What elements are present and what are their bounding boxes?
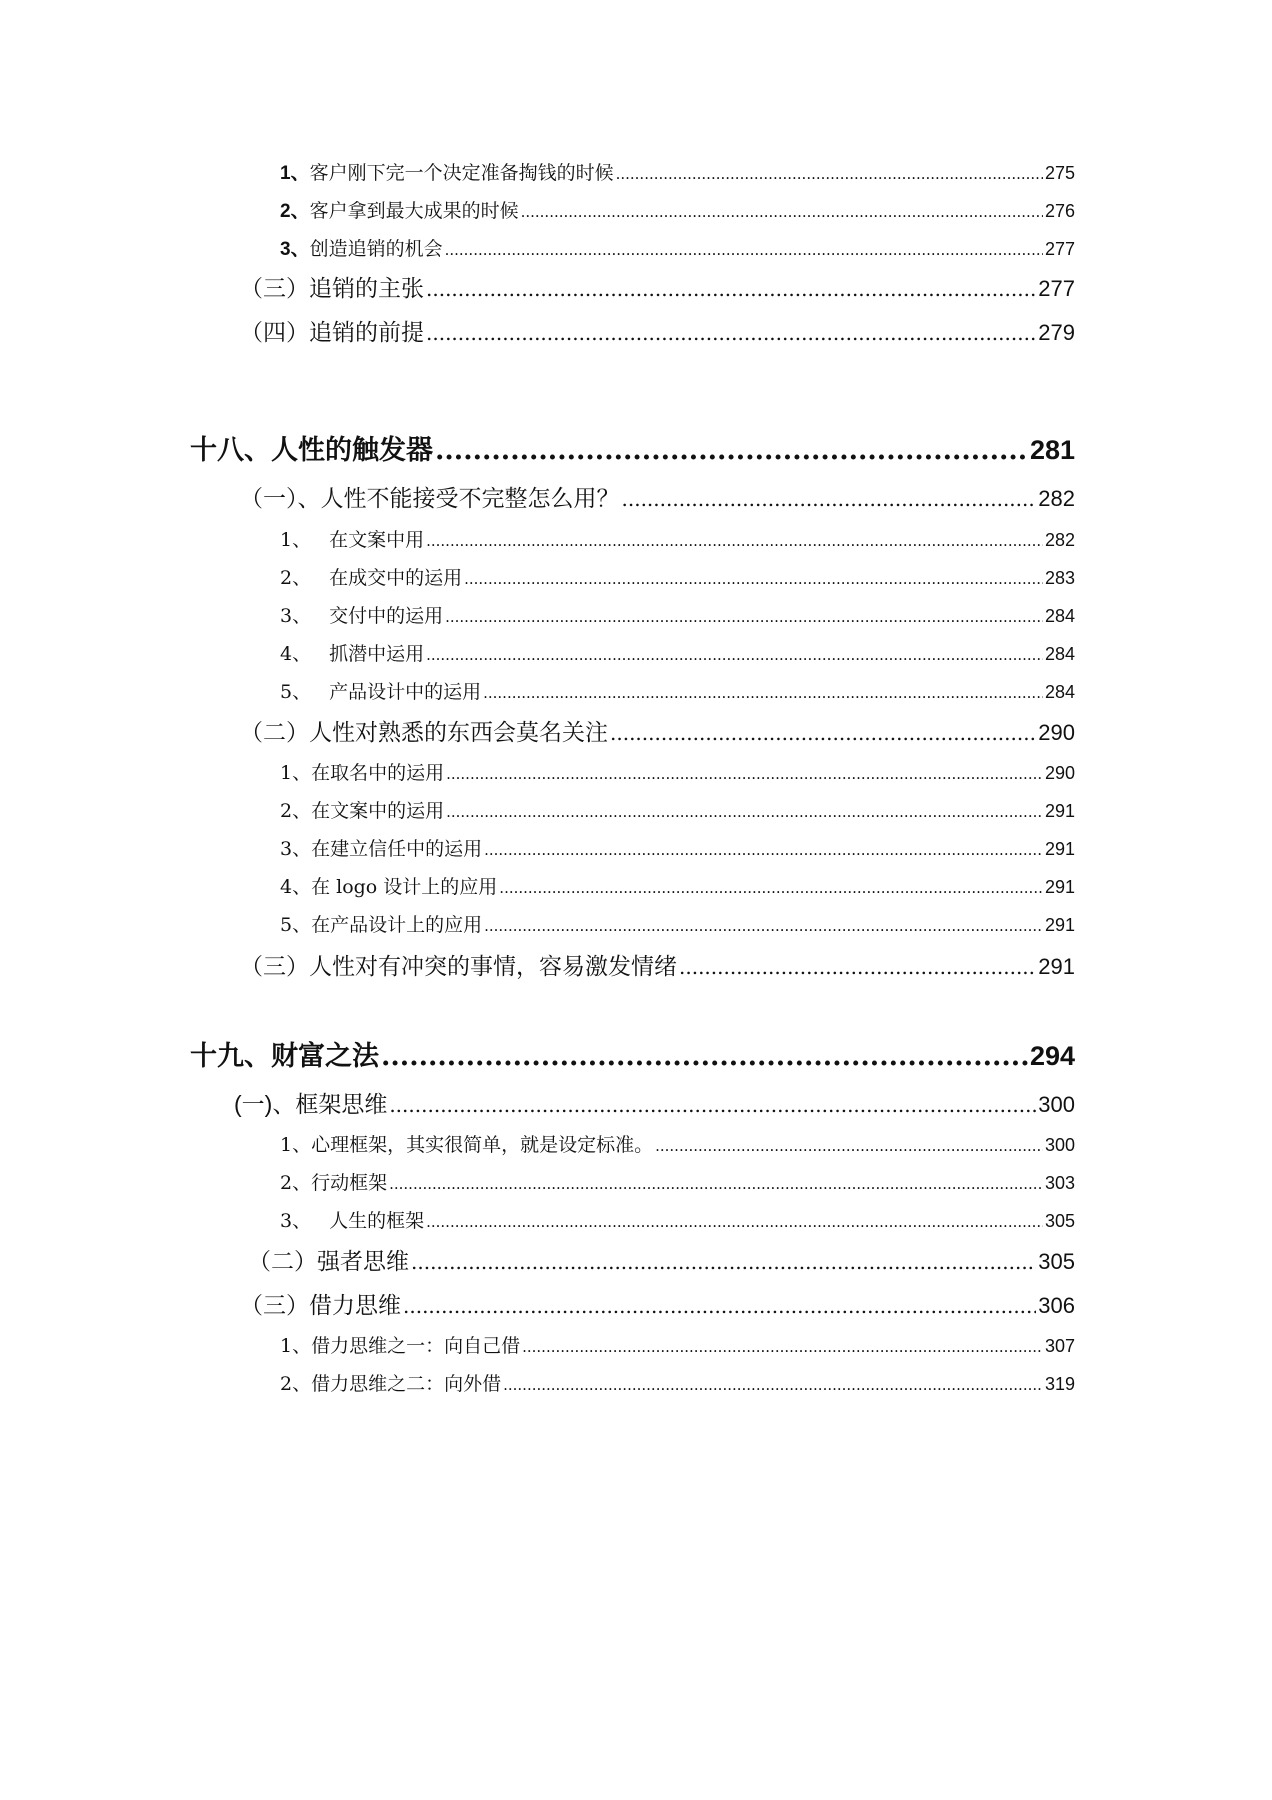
toc-entry-title (280, 196, 519, 223)
toc-entry[interactable] (280, 601, 1075, 628)
dot-leader (411, 1250, 1036, 1274)
dot-leader (389, 1175, 1043, 1193)
toc-entry-title (280, 158, 614, 185)
toc-entry[interactable] (280, 1331, 1075, 1358)
toc-page-number: 307 (1044, 1336, 1075, 1356)
toc-entry[interactable] (240, 480, 1075, 513)
dot-leader (389, 1093, 1036, 1117)
toc-entry-number: 3、 (280, 838, 312, 860)
toc-entry-text: 在 logo 设计上的应用 (311, 876, 498, 898)
dot-leader (381, 1041, 1028, 1072)
toc-entry[interactable] (280, 1369, 1075, 1396)
toc-page-number: 284 (1044, 644, 1075, 664)
toc-page-number: 277 (1038, 276, 1075, 301)
toc-page-number: 291 (1044, 801, 1075, 821)
toc-entry-text: 人性不能接受不完整怎么用？ (320, 486, 620, 512)
toc-entry-number: （三） (240, 1293, 309, 1319)
toc-entry-number: （三） (240, 276, 309, 302)
toc-entry[interactable] (280, 677, 1075, 704)
toc-entry[interactable] (280, 234, 1075, 261)
toc-entry-text: 交付中的运用 (329, 605, 444, 627)
dot-leader (446, 765, 1043, 783)
toc-entry-title (280, 796, 444, 823)
toc-entry-text: 借力思维之二：向外借 (311, 1373, 502, 1395)
toc-entry-title (280, 1331, 520, 1358)
toc-entry[interactable] (240, 1287, 1075, 1320)
toc-entry[interactable] (240, 948, 1075, 981)
toc-page-number: 290 (1044, 763, 1075, 783)
dot-leader (521, 203, 1043, 221)
toc-entry[interactable] (234, 1086, 1075, 1119)
dot-leader (522, 1338, 1043, 1356)
toc-entry[interactable] (240, 314, 1075, 347)
toc-page-number: 300 (1038, 1092, 1075, 1117)
toc-entry-text: 框架思维 (295, 1091, 388, 1117)
dot-leader (616, 165, 1043, 183)
toc-entry-title (280, 758, 444, 785)
toc-page-number: 284 (1044, 682, 1075, 702)
toc-entry[interactable] (280, 758, 1075, 785)
toc-entry-title (280, 872, 497, 899)
toc-page-number: 282 (1038, 486, 1075, 511)
toc-entry[interactable] (248, 1243, 1075, 1276)
toc-page-number: 277 (1044, 239, 1075, 259)
toc-entry-number: 2、 (280, 567, 312, 589)
toc-page-number: 281 (1029, 435, 1075, 465)
toc-entry-title (240, 314, 424, 347)
toc-entry-text: 创造追销的机会 (309, 238, 443, 260)
toc-entry-number: 1、 (280, 762, 312, 784)
toc-entry[interactable] (280, 563, 1075, 590)
toc-entry-number: （二） (240, 720, 309, 746)
dot-leader (679, 955, 1036, 979)
toc-entry-number: 2、 (280, 1373, 312, 1395)
dot-leader (426, 1213, 1043, 1231)
dot-leader (622, 487, 1037, 511)
toc-entry-number: 3、 (280, 605, 312, 627)
toc-chapter-title (190, 1034, 379, 1073)
toc-entry-text: 在成交中的运用 (329, 567, 463, 589)
toc-entry-text: 客户刚下完一个决定准备掏钱的时候 (309, 162, 614, 184)
toc-entry-text: 人性对熟悉的东西会莫名关注 (309, 720, 608, 746)
dot-leader (610, 721, 1036, 745)
dot-leader (655, 1137, 1043, 1155)
dot-leader (499, 879, 1043, 897)
toc-page-number: 291 (1044, 915, 1075, 935)
dot-leader (445, 241, 1043, 259)
toc-entry-title (280, 563, 462, 590)
toc-entry-number: （二） (248, 1249, 317, 1275)
toc-entry-title (280, 834, 482, 861)
toc-entry-text: 行动框架 (311, 1172, 388, 1194)
dot-leader (503, 1376, 1043, 1394)
toc-entry-title (280, 1206, 424, 1233)
toc-page-number: 319 (1044, 1374, 1075, 1394)
toc-page-number: 294 (1029, 1041, 1075, 1071)
toc-entry-text: 在文案中的运用 (311, 800, 445, 822)
toc-entry-text: 客户拿到最大成果的时候 (309, 200, 519, 222)
toc-entry-text: 在文案中用 (329, 529, 425, 551)
toc-entry-title (240, 948, 677, 981)
toc-entry-text: 在建立信任中的运用 (311, 838, 483, 860)
toc-entry-number: 十八、 (190, 435, 271, 466)
toc-entry-number: 1、 (280, 529, 312, 551)
dot-leader (426, 532, 1043, 550)
dot-leader (484, 917, 1043, 935)
toc-entry-title (280, 639, 424, 666)
toc-entry-text: 在取名中的运用 (311, 762, 445, 784)
toc-entry[interactable] (280, 158, 1075, 185)
toc-entry-number: 5、 (280, 681, 312, 703)
toc-entry[interactable] (280, 796, 1075, 823)
toc-entry-number: 2、 (280, 800, 312, 822)
toc-entry-text: 在产品设计上的应用 (311, 914, 483, 936)
toc-page-number: 305 (1038, 1249, 1075, 1274)
dot-leader (426, 277, 1036, 301)
dot-leader (445, 608, 1043, 626)
toc-chapter-entry[interactable] (190, 428, 1075, 467)
toc-entry[interactable] (240, 714, 1075, 747)
toc-page-number: 305 (1044, 1211, 1075, 1231)
toc-entry-title (240, 480, 620, 513)
toc-entry-text: 产品设计中的运用 (329, 681, 482, 703)
toc-page-number: 291 (1038, 954, 1075, 979)
toc-entry[interactable] (280, 1206, 1075, 1233)
toc-entry-number: 2、 (280, 1172, 312, 1194)
toc-entry-number: 3、 (280, 239, 310, 260)
toc-page-number: 275 (1044, 163, 1075, 183)
toc-entry[interactable] (280, 525, 1075, 552)
toc-page-number: 303 (1044, 1173, 1075, 1193)
toc-entry-title (248, 1243, 409, 1276)
toc-entry-number: （三） (240, 954, 309, 980)
toc-entry-number: 十九、 (190, 1041, 271, 1072)
toc-entry-number: (一)、 (234, 1091, 296, 1117)
toc-entry-text: 财富之法 (271, 1041, 379, 1072)
toc-entry-number: 1、 (280, 1335, 312, 1357)
toc-entry-number: 3、 (280, 1210, 312, 1232)
toc-page-number: 290 (1038, 720, 1075, 745)
toc-entry-text: 人生的框架 (329, 1210, 425, 1232)
toc-entry[interactable] (280, 196, 1075, 223)
toc-chapter-title (190, 428, 433, 467)
toc-entry-number: 1、 (280, 1134, 312, 1156)
toc-page-number: 300 (1044, 1135, 1075, 1155)
dot-leader (403, 1294, 1036, 1318)
toc-entry-title (280, 910, 482, 937)
toc-entry-title (280, 234, 443, 261)
toc-page-number: 291 (1044, 839, 1075, 859)
toc-entry-number: 5、 (280, 914, 312, 936)
toc-entry-number: 4、 (280, 876, 312, 898)
toc-page-number: 306 (1038, 1293, 1075, 1318)
toc-entry-number: （一）、 (240, 486, 321, 512)
toc-entry[interactable] (280, 834, 1075, 861)
toc-page-number: 284 (1044, 606, 1075, 626)
toc-entry[interactable] (280, 872, 1075, 899)
dot-leader (426, 321, 1036, 345)
toc-page-number: 283 (1044, 568, 1075, 588)
toc-entry-title (280, 525, 424, 552)
toc-entry-title (240, 1287, 401, 1320)
dot-leader (435, 435, 1028, 466)
toc-entry[interactable] (280, 639, 1075, 666)
toc-entry-text: 心理框架，其实很简单，就是设定标准。 (311, 1134, 654, 1156)
toc-entry-text: 强者思维 (317, 1249, 409, 1275)
toc-page-number: 276 (1044, 201, 1075, 221)
dot-leader (446, 803, 1043, 821)
toc-entry-title (234, 1086, 387, 1119)
toc-entry-title (280, 677, 481, 704)
toc-entry-text: 借力思维之一：向自己借 (311, 1335, 521, 1357)
dot-leader (426, 646, 1043, 664)
toc-page-number: 282 (1044, 530, 1075, 550)
toc-entry-title (240, 714, 608, 747)
toc-entry-text: 借力思维 (309, 1293, 401, 1319)
toc-entry-text: 追销的前提 (309, 320, 424, 346)
dot-leader (464, 570, 1043, 588)
toc-page-number: 279 (1038, 320, 1075, 345)
toc-entry-number: 2、 (280, 201, 310, 222)
toc-entry[interactable] (280, 1168, 1075, 1195)
toc-entry-title (280, 1369, 501, 1396)
dot-leader (483, 684, 1043, 702)
toc-entry[interactable] (280, 910, 1075, 937)
toc-entry-title (280, 1130, 653, 1157)
toc-entry-text: 人性的触发器 (271, 435, 433, 466)
toc-entry-title (280, 601, 443, 628)
dot-leader (484, 841, 1043, 859)
toc-page-number: 291 (1044, 877, 1075, 897)
toc-entry-text: 追销的主张 (309, 276, 424, 302)
toc-entry-text: 人性对有冲突的事情，容易激发情绪 (309, 954, 677, 980)
toc-chapter-entry[interactable] (190, 1034, 1075, 1073)
toc-entry-title (240, 270, 424, 303)
toc-entry-title (280, 1168, 387, 1195)
toc-entry-text: 抓潜中运用 (329, 643, 425, 665)
toc-entry-number: 1、 (280, 163, 310, 184)
toc-entry[interactable] (240, 270, 1075, 303)
toc-entry-number: 4、 (280, 643, 312, 665)
toc-entry[interactable] (280, 1130, 1075, 1157)
toc-entry-number: （四） (240, 320, 309, 346)
